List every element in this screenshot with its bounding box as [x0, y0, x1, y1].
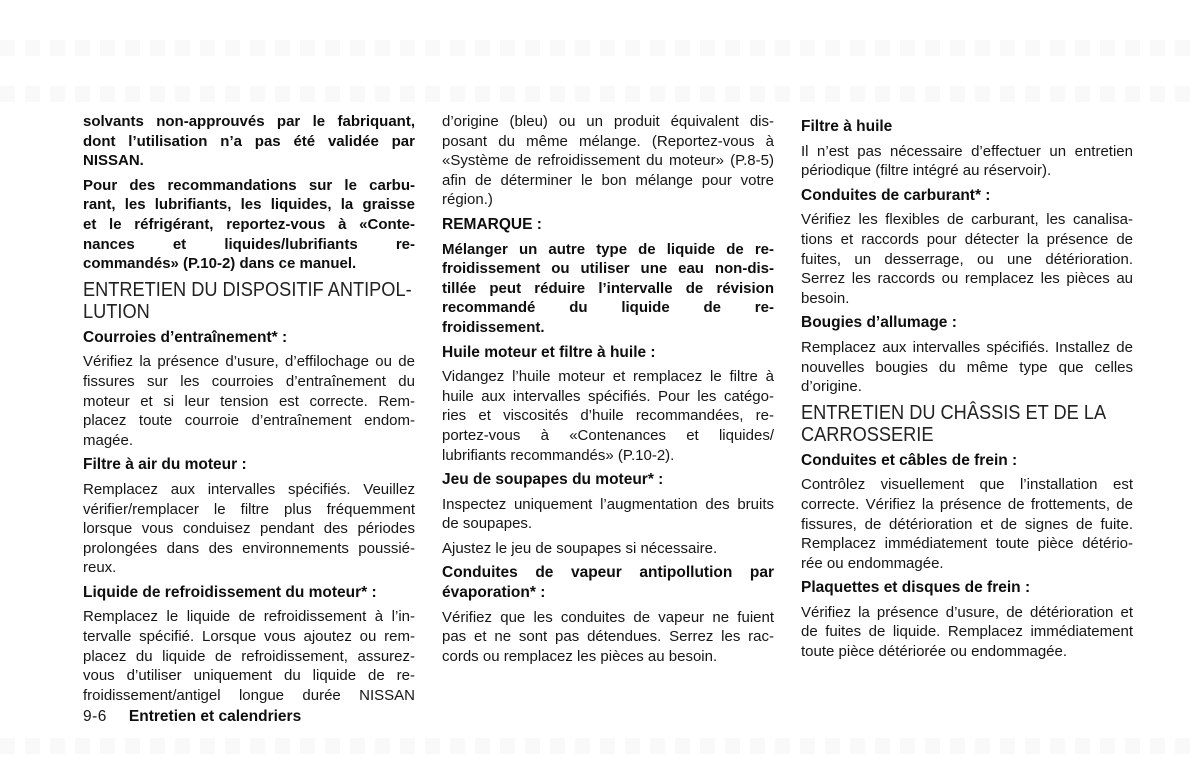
paragraph	[801, 475, 1133, 573]
text-line: froidissement ou utiliser une eau non-dis-	[442, 260, 774, 278]
text-line: Vérifiez la présence d’usure, d’effilochage ou de	[83, 353, 415, 371]
topic-heading	[442, 563, 774, 602]
text-line: Vidangez l’huile moteur et remplacez le filtre à	[442, 368, 774, 386]
topic-heading	[83, 583, 415, 603]
topic-heading	[442, 343, 774, 363]
text-line: vérifier/remplacer le filtre plus fréquemment	[83, 500, 415, 518]
topic-heading	[801, 578, 1133, 598]
topic-heading	[801, 313, 1133, 333]
text-line: fissures, de détérioration et de signes de fuite.	[801, 515, 1133, 533]
text-line: Pour des recommandations sur le carbu-	[83, 176, 415, 194]
text-line: solvants non-approuvés par le fabriquant,	[83, 113, 415, 130]
text-line: Serrez les raccords ou remplacez les pièces au	[801, 270, 1133, 288]
text-line: dont l’utilisation n’a pas été validée par	[83, 132, 415, 150]
text-line: périodique (filtre intégré au réservoir).	[801, 162, 1052, 180]
scan-artifact-top-1	[0, 40, 1200, 56]
paragraph	[83, 352, 415, 450]
text-line: REMARQUE :	[442, 215, 542, 233]
text-line: ries et viscosités d’huile recommandées, re-	[442, 407, 774, 425]
text-line: Il n’est pas nécessaire d’effectuer un entretien	[801, 142, 1133, 160]
text-line: rant, les lubrifiants, les liquides, la graisse	[83, 196, 415, 214]
text-line: correcte. Vérifiez la présence de frottements, de	[801, 495, 1133, 513]
text-line: Mélanger un autre type de liquide de re-	[442, 240, 774, 258]
topic-heading	[442, 215, 774, 235]
text-line: moteur et si leur tension est correcte. Rem-	[83, 392, 415, 410]
text-line: afin de déterminer le bon mélange pour votre	[442, 171, 774, 189]
text-line: reux.	[83, 559, 117, 577]
text-line: posant du même mélange. (Reportez-vous à	[442, 132, 774, 150]
page-footer	[83, 708, 301, 726]
text-line: Bougies d’allumage :	[801, 314, 957, 332]
text-line: CARROSSERIE	[801, 423, 934, 446]
text-line: Plaquettes et disques de frein :	[801, 579, 1031, 597]
text-line: placez toute courroie d’entraînement endom-	[83, 412, 415, 430]
paragraph	[801, 603, 1133, 662]
text-line: de fuites de liquide. Remplacez immédiatement	[801, 623, 1133, 641]
text-line: d’origine.	[801, 378, 862, 396]
text-line: NISSAN.	[83, 152, 144, 170]
text-columns	[83, 112, 1133, 710]
paragraph-bold	[442, 240, 774, 338]
text-line: Conduites de carburant* :	[801, 186, 991, 204]
topic-heading	[801, 451, 1133, 471]
text-line: Remplacez aux intervalles spécifiés. Installez de	[801, 338, 1133, 356]
paragraph	[442, 539, 774, 559]
text-line: lubrifiants recommandés» (P.10-2).	[442, 446, 675, 464]
paragraph-bold	[83, 112, 415, 171]
text-line: et le réfrigérant, reportez-vous à «Conte-	[83, 215, 415, 233]
text-line: cords ou remplacez les pièces au besoin.	[442, 647, 718, 665]
text-line: fuites, un desserrage, ou une détérioration.	[801, 250, 1133, 268]
scan-artifact-bottom	[0, 738, 1200, 754]
text-line: Inspectez uniquement l’augmentation des bruits	[442, 495, 774, 513]
text-line: d’origine (bleu) ou un produit équivalent dis-	[442, 113, 774, 130]
topic-heading	[801, 186, 1133, 206]
text-line: Conduites de vapeur antipollution par	[442, 564, 774, 582]
paragraph	[442, 495, 774, 534]
text-line: tions et raccords pour détecter la présence de	[801, 230, 1133, 248]
text-line: froidissement/antigel longue durée NISSAN	[83, 686, 415, 704]
topic-heading	[83, 328, 415, 348]
text-line: nances et liquides/lubrifiants re-	[83, 235, 415, 253]
text-line: ENTRETIEN DU CHÂSSIS ET DE LA	[801, 401, 1107, 424]
text-line: pas et ne sont pas détendues. Serrez les rac-	[442, 628, 774, 646]
text-line: Vérifiez que les conduites de vapeur ne fuient	[442, 608, 774, 626]
paragraph	[83, 607, 415, 705]
text-line: Huile moteur et filtre à huile :	[442, 343, 656, 361]
text-line: Filtre à huile	[801, 118, 893, 135]
text-line: rée ou endommagée.	[801, 554, 944, 572]
text-line: Conduites et câbles de frein :	[801, 451, 1018, 469]
text-line: Contrôlez visuellement que l’installation est	[801, 476, 1133, 494]
paragraph	[83, 480, 415, 578]
text-line: Ajustez le jeu de soupapes si nécessaire.	[442, 539, 718, 557]
paragraph	[801, 210, 1133, 308]
text-line: vous d’utiliser uniquement du liquide de re-	[83, 667, 415, 685]
paragraph	[442, 608, 774, 667]
text-line: magée.	[83, 431, 134, 449]
text-line: «Système de refroidissement du moteur» (P.8-5)	[442, 152, 774, 170]
text-line: Remplacez immédiatement toute pièce détério-	[801, 535, 1133, 553]
text-line: commandés» (P.10-2) dans ce manuel.	[83, 255, 357, 273]
topic-heading	[442, 470, 774, 490]
text-line: Remplacez aux intervalles spécifiés. Veuillez	[83, 480, 415, 498]
text-line: huile aux intervalles spécifiés. Pour les catégo-	[442, 387, 774, 405]
text-line: fissures sur les courroies d’entraînement du	[83, 372, 415, 390]
text-line: de soupapes.	[442, 515, 533, 533]
text-line: Courroies d’entraînement* :	[83, 328, 288, 346]
section-heading	[83, 279, 415, 323]
footer-section-title: Entretien et calendriers	[128, 708, 302, 725]
text-line: ENTRETIEN DU DISPOSITIF ANTIPOL-	[83, 278, 412, 301]
scan-artifact-top-2	[0, 86, 1200, 102]
text-line: toute pièce détériorée ou endommagée.	[801, 643, 1068, 661]
paragraph	[801, 142, 1133, 181]
text-column-1	[83, 112, 415, 710]
text-column-3	[801, 112, 1133, 710]
text-line: LUTION	[83, 300, 150, 323]
text-line: froidissement.	[442, 318, 545, 336]
text-line: prolongées dans des environnements poussié-	[83, 539, 415, 557]
paragraph-bold	[83, 176, 415, 274]
text-line: Liquide de refroidissement du moteur* :	[83, 583, 377, 601]
text-line: Filtre à air du moteur :	[83, 456, 247, 474]
text-line: nouvelles bougies du même type que celles	[801, 358, 1133, 376]
paragraph	[442, 367, 774, 465]
text-line: tillée peut réduire l’intervalle de révision	[442, 279, 774, 297]
topic-heading	[83, 455, 415, 475]
topic-heading	[801, 117, 1133, 137]
page-number: 9-6	[83, 708, 107, 725]
text-line: région.)	[442, 191, 493, 209]
text-line: lorsque vous conduisez pendant des périodes	[83, 520, 415, 538]
text-line: besoin.	[801, 289, 850, 307]
text-line: Remplacez le liquide de refroidissement à l’in-	[83, 608, 415, 626]
text-line: évaporation* :	[442, 584, 546, 602]
text-line: Jeu de soupapes du moteur* :	[442, 471, 664, 489]
paragraph	[801, 338, 1133, 397]
text-line: tervalle spécifié. Lorsque vous ajoutez ou rem-	[83, 628, 415, 646]
paragraph	[442, 112, 774, 210]
section-heading	[801, 402, 1133, 446]
text-line: portez-vous à «Contenances et liquides/	[442, 426, 774, 444]
text-line: recommandé du liquide de re-	[442, 299, 774, 317]
text-line: Vérifiez les flexibles de carburant, les canalisa-	[801, 211, 1133, 229]
text-line: placez du liquide de refroidissement, assurez-	[83, 647, 415, 665]
text-line: Vérifiez la présence d’usure, de détérioration et	[801, 603, 1133, 621]
text-column-2	[442, 112, 774, 710]
